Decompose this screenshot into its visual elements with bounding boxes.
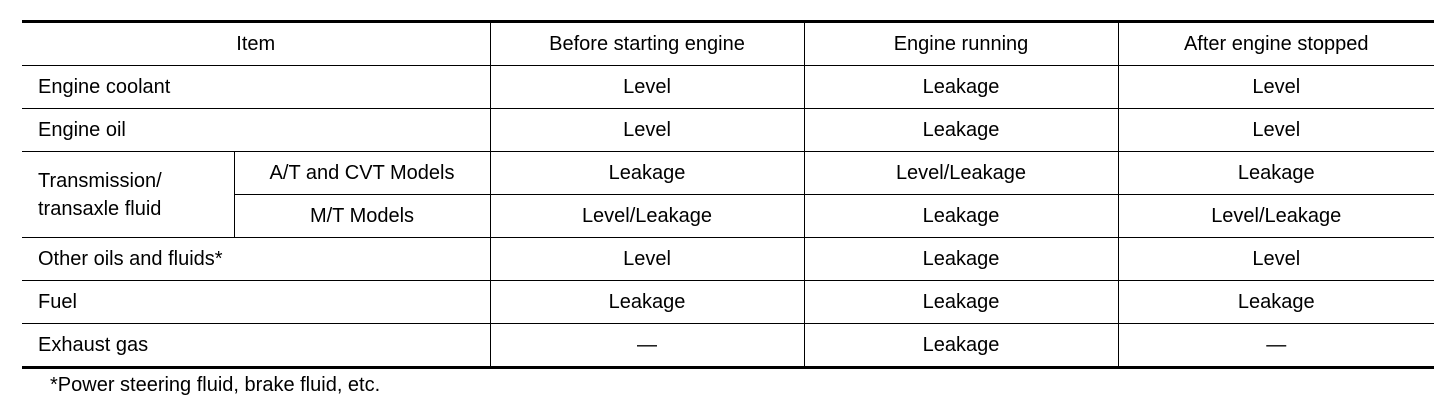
cell-before: Level/Leakage <box>490 195 804 238</box>
cell-running: Leakage <box>804 66 1118 109</box>
cell-running: Level/Leakage <box>804 152 1118 195</box>
cell-after: Level <box>1118 66 1434 109</box>
row-label: Engine oil <box>22 109 490 152</box>
cell-after: Level <box>1118 238 1434 281</box>
table-row <box>22 109 1434 152</box>
header-engine-running: Engine running <box>804 22 1118 66</box>
cell-running: Leakage <box>804 195 1118 238</box>
row-label: Transmission/ transaxle fluid <box>22 152 234 238</box>
sub-row-label: A/T and CVT Models <box>234 152 490 195</box>
row-label: Engine coolant <box>22 66 490 109</box>
inspection-table <box>22 20 1434 369</box>
cell-after: — <box>1118 324 1434 368</box>
cell-running: Leakage <box>804 324 1118 368</box>
row-label: Other oils and fluids* <box>22 238 490 281</box>
cell-after: Leakage <box>1118 281 1434 324</box>
cell-before: Level <box>490 109 804 152</box>
table-row <box>22 195 1434 238</box>
cell-before: Level <box>490 66 804 109</box>
row-label: Exhaust gas <box>38 333 149 356</box>
cell-before: Leakage <box>490 152 804 195</box>
footnote: *Power steering fluid, brake fluid, etc. <box>50 374 381 396</box>
cell-running: Leakage <box>804 281 1118 324</box>
row-label: Fuel <box>22 281 490 324</box>
cell-after: Level <box>1118 109 1434 152</box>
sub-row-label: M/T Models <box>234 195 490 238</box>
cell-after: Level/Leakage <box>1118 195 1434 238</box>
cell-running: Leakage <box>804 109 1118 152</box>
cell-before: — <box>490 324 804 368</box>
cell-before: Leakage <box>490 281 804 324</box>
cell-before: Level <box>490 238 804 281</box>
cell-after: Leakage <box>1118 152 1434 195</box>
cell-running: Leakage <box>804 238 1118 281</box>
table-row <box>22 324 1434 368</box>
table-row <box>22 66 1434 109</box>
header-item: Item <box>22 22 490 66</box>
header-before-starting: Before starting engine <box>490 22 804 66</box>
header-after-stopped: After engine stopped <box>1118 22 1434 66</box>
table-row <box>22 152 1434 195</box>
table-row <box>22 281 1434 324</box>
table-header-row <box>22 22 1434 66</box>
table-row <box>22 238 1434 281</box>
